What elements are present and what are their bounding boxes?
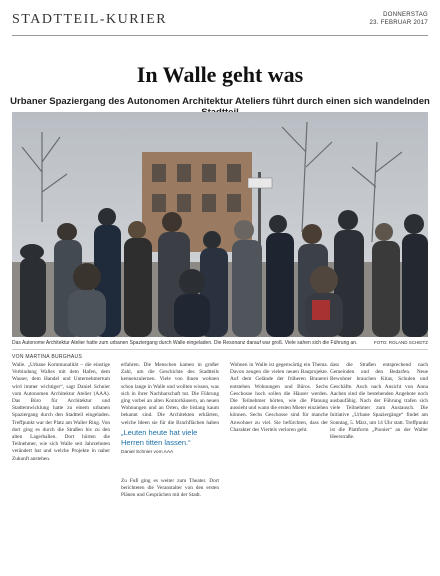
caption-text: Das Autonome Architektur Atelier hatte zum urbanen Spaziergang durch Walle eingeladen. Die Resonanz darauf war groß. Viele sahen sich die Führung an. [12,340,358,346]
body-column-4 [330,362,428,572]
body-text: erfahren. Die Menschen kamen in großer Zahl, um die Geschichte des Stadtteils kennenzulernen. Viele von ihnen wohnen schon lange in Walle und wollten wissen, was sich in ihrer Nachbarschaft tut. Die Führung ging vorbei an alten Kontorhäusern, an neuen Wohnungen und an Orten, die bislang kaum bekannt sind. Die Architekten erklärten, welche Ideen sie für die Brachflächen haben [121,362,219,424]
body-text: Wohnen in Walle ist gegenwärtig ein Thema. Davon zeugen die vielen neuen Bauprojekte. Auf dem Gelände der früheren Brauerei entstehen Wohnungen und Büros. Sechs Geschosse hoch sollen die Häuser werden. Die Teilnehmer hörten, wie die Planung aussieht und wann die ersten Mieter einziehen können. Sechs Geschosse sind für manche Anwohner zu viel. Sie befürchten, dass der Charakter des Viertels verloren geht. [230,362,328,433]
subheadline: Urbaner Spaziergang des Autonomen Architektur Ateliers führt durch einen sich wandelnden [10,96,430,107]
masthead [12,8,428,36]
divider [12,349,428,350]
pull-quote [121,428,219,455]
quote-author: Daniel Schnier vom AAA [121,450,174,455]
body-column-3 [230,362,328,572]
issue-date [370,11,429,27]
quote-text: „Leuten heute hat viele Herren titten lassen.“ [121,428,198,447]
body-text: dass die Straßen entsprechend nach Gemeinden und den Bedarfen. Neue Bewohner brauchen Kitas, Schulen und Geschäfte. Auch nach Ansicht von Anna Aachen sind die bestehenden Angebote noch ausbaufähig. Nach der Führung trafen sich viele Teilnehmer zum Austausch. Die Initiative „Urbane Spaziergänge“ findet am Sonntag, 5. März, um 14 Uhr statt. Treffpunkt ist die Plattform „Pionier“ an der Waller Heerstraße. [330,362,428,441]
date-text: 23. FEBRUAR 2017 [369,20,428,26]
headline: In Walle geht was [136,62,304,87]
body-column-1 [12,362,110,572]
photo-credit: FOTO: ROLAND SCHEITZ [373,340,428,345]
photo-caption [12,340,428,346]
section-title: STADTTEIL-KURIER [12,12,168,27]
body-column-2 [121,362,219,424]
byline: VON MARTINA BURGHAUS [12,354,83,360]
body-column-2b [121,478,219,572]
body-text: Zu Fuß ging es weiter zum Theater. Dort berichteten die Veranstalter von den ersten Plänen und Gesprächen mit der Stadt. [121,478,219,499]
weekday: DONNERSTAG [383,12,428,18]
body-text: Walle. „Urbane Kommunalität – die einstige Verbindung Walles mit dem Hafen, dem Wasser, dem Handel und Unternehmertum wird immer wichtiger“, sagt Daniel Schnier vom Autonomen Architektur Atelier (AAA). Das Büro für Architektur und Stadtentwicklung hatte zu einem urbanen Spaziergang durch den Stadtteil eingeladen. Treffpunkt war der Platz am Waller Ring. Von dort ging es durch die Straßen bis zu den alten Lagerhallen. Dort hörten die Teilnehmer, wie sich Walle seit Jahrzehnten verändert hat und welche Projekte in naher Zukunft anstehen. [12,362,110,462]
article-photo [12,112,428,337]
